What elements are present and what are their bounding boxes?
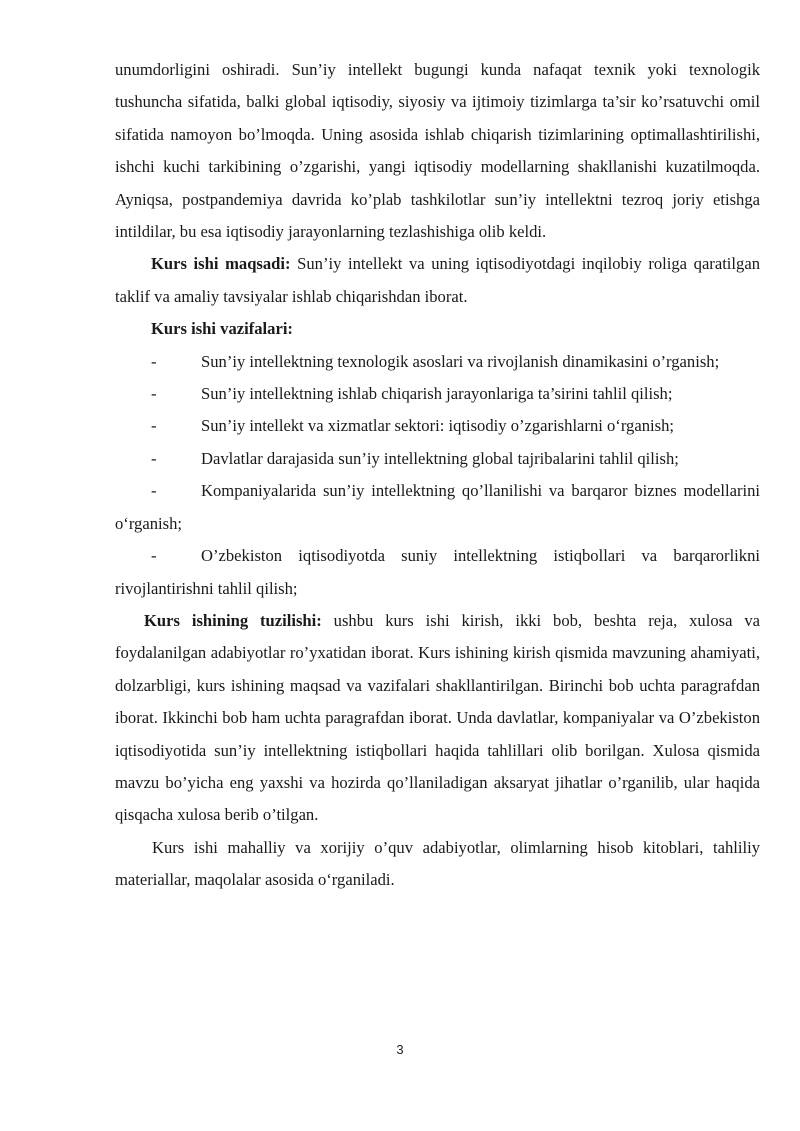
task-item [115, 540, 760, 605]
bullet-dash: - [151, 416, 157, 436]
bullet-dash: - [151, 546, 157, 566]
tasks-heading [115, 313, 760, 345]
bullet-dash: - [151, 448, 157, 468]
structure-paragraph [115, 605, 760, 832]
task-item [115, 346, 760, 378]
document-body [115, 54, 760, 897]
task-text: Sun’iy intellekt va xizmatlar sektori: iqtisodiy o’zgarishlarni o‘rganish; [201, 416, 674, 436]
structure-label: Kurs ishining tuzilishi: [144, 610, 322, 630]
bullet-dash: - [151, 351, 157, 371]
goal-text: Sun’iy intellekt va uning iqtisodiyotdagi inqilobiy roliga qaratilgan taklif va amaliy tavsiyalar ishlab chiqarishdan iborat. [115, 254, 760, 306]
task-item [115, 475, 760, 540]
goal-label: Kurs ishi maqsadi: [151, 254, 291, 274]
task-text: Kompaniyalarida sun’iy intellektning qo’llanilishi va barqaror biznes modellarini o‘rganish; [115, 481, 760, 533]
bullet-dash: - [151, 384, 157, 404]
tasks-label: Kurs ishi vazifalari: [151, 319, 293, 339]
intro-paragraph: unumdorligini oshiradi. Sun’iy intellekt bugungi kunda nafaqat texnik yoki texnologik tushuncha sifatida, balki global iqtisodiy, siyosiy va ijtimoiy tizimlarga ta’sir ko’rsatuvchi omil sifatida namoyon bo’lmoqda. Uning asosida ishlab chiqarish tizimlarining optimallashtirilishi, ishchi kuchi tarkibining o’zgarishi, yangi iqtisodiy modellarning shakllanishi kuzatilmoqda. Ayniqsa, postpandemiya davrida ko’plab tashkilotlar sun’iy intellektni tezroq joriy etishga intildilar, bu esa iqtisodiy jarayonlarning tezlashishiga olib keldi. [115, 60, 760, 242]
task-text: Sun’iy intellektning texnologik asoslari va rivojlanish dinamikasini o’rganish; [201, 351, 720, 371]
structure-text: ushbu kurs ishi kirish, ikki bob, beshta reja, xulosa va foydalanilgan adabiyotlar ro’yxatidan iborat. Kurs ishining kirish qismida mavzuning ahamiyati, dolzarbligi, kurs ishining maqsad va vazifalari shakllantirilgan. Birinchi bob uchta paragrafdan iborat. Ikkinchi bob ham uchta paragrafdan iborat. Unda davlatlar, kompaniyalar va O’zbekiston iqtisodiyotida sun’iy intellektning istiqbollari haqida tahlillari olib borilgan. Xulosa qismida mavzu bo’yicha eng yaxshi va hozirda qo’llaniladigan aksaryat jihatlar o’rganilib, ular haqida qisqacha xulosa berib o’tilgan. [115, 610, 760, 825]
task-item [115, 410, 760, 442]
sources-paragraph: Kurs ishi mahalliy va xorijiy o’quv adabiyotlar, olimlarning hisob kitoblari, tahliliy materiallar, maqolalar asosida o‘rganiladi. [115, 837, 760, 890]
bullet-dash: - [151, 481, 157, 501]
task-text: Sun’iy intellektning ishlab chiqarish jarayonlariga ta’sirini tahlil qilish; [201, 384, 673, 404]
task-item [115, 378, 760, 410]
page-number: 3 [396, 1042, 404, 1057]
task-text: Davlatlar darajasida sun’iy intellektning global tajribalarini tahlil qilish; [201, 448, 679, 468]
task-item [115, 443, 760, 475]
goal-paragraph [115, 248, 760, 313]
task-text: O’zbekiston iqtisodiyotda suniy intellektning istiqbollari va barqarorlikni rivojlantirishni tahlil qilish; [115, 546, 760, 598]
